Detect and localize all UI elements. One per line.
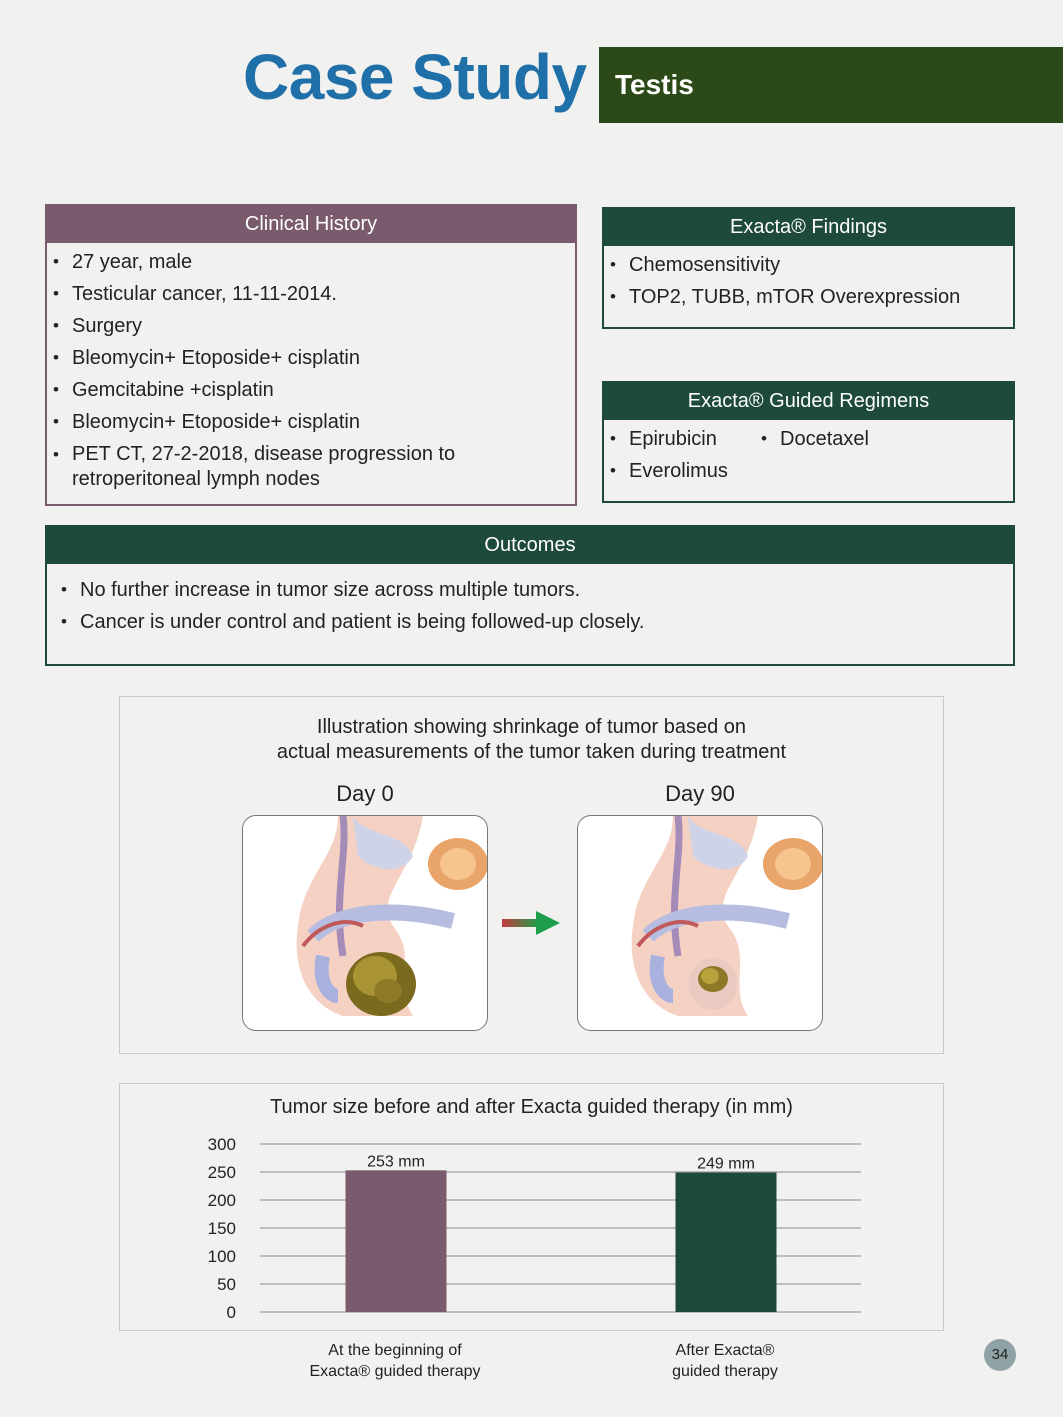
category-label-1 [605, 1340, 845, 1382]
y-tick-label: 300 [207, 1135, 236, 1154]
findings-list [604, 246, 1013, 313]
y-tick-label: 150 [207, 1219, 236, 1238]
category-label-line: At the beginning of [328, 1342, 462, 1359]
page-number: 34 [984, 1339, 1016, 1371]
list-item [47, 442, 575, 492]
list-item: • Gemcitabine +cisplatin [47, 374, 575, 406]
list-item: • Cancer is under control and patient is being followed-up closely. [55, 606, 1013, 638]
page-title: Case Study [243, 41, 587, 113]
list-item: • Docetaxel [755, 423, 869, 455]
y-tick-label: 0 [226, 1303, 236, 1322]
chart-title: Tumor size before and after Exacta guided therapy (in mm) [270, 1096, 793, 1118]
list-item: • No further increase in tumor size across multiple tumors. [55, 574, 1013, 606]
clinical-history-box [45, 204, 577, 506]
data-label: 249 mm [697, 1155, 755, 1173]
findings-heading: Exacta® Findings [604, 209, 1013, 246]
bar [676, 1173, 777, 1312]
list-item-line: retroperitoneal lymph nodes [72, 468, 320, 490]
list-item: • Bleomycin+ Etoposide+ cisplatin [47, 406, 575, 438]
category-label-line: After Exacta® [675, 1342, 775, 1359]
list-item: • Epirubicin [604, 423, 1013, 455]
title-band [599, 47, 1063, 123]
clinical-history-list [47, 243, 575, 492]
anatomy-day0-image [242, 815, 488, 1031]
day90-label: Day 90 [665, 781, 735, 806]
illustration-panel [119, 696, 944, 1054]
list-item: • Bleomycin+ Etoposide+ cisplatin [47, 342, 575, 374]
category-label-line: guided therapy [672, 1363, 778, 1380]
regimens-heading: Exacta® Guided Regimens [604, 383, 1013, 420]
category-label-line: Exacta® guided therapy [309, 1363, 481, 1380]
arrow-right-icon [502, 909, 562, 937]
page-subtitle: Testis [615, 69, 694, 100]
chart-panel [119, 1083, 944, 1331]
bar-chart [120, 1084, 945, 1332]
list-item: • 27 year, male [47, 246, 575, 278]
category-label-0 [275, 1340, 515, 1382]
illustration-caption [120, 715, 943, 765]
outcomes-box [45, 525, 1015, 666]
list-item: • Everolimus [604, 455, 1013, 487]
y-tick-label: 50 [217, 1275, 236, 1294]
outcomes-heading: Outcomes [47, 527, 1013, 564]
anatomy-day90-image [577, 815, 823, 1031]
bar [346, 1170, 447, 1312]
list-item: • TOP2, TUBB, mTOR Overexpression [604, 281, 1013, 313]
clinical-history-heading: Clinical History [47, 206, 575, 243]
caption-line: Illustration showing shrinkage of tumor based on [316, 716, 747, 738]
regimens-box [602, 381, 1015, 503]
regimens-list-col2 [755, 423, 869, 455]
outcomes-list [47, 564, 1013, 638]
y-tick-label: 250 [207, 1163, 236, 1182]
list-item: • Chemosensitivity [604, 249, 1013, 281]
list-item: • Testicular cancer, 11-11-2014. [47, 278, 575, 310]
day0-label: Day 0 [336, 781, 394, 806]
list-item-line: PET CT, 27-2-2018, disease progression to [72, 443, 456, 465]
caption-line: actual measurements of the tumor taken during treatment [276, 741, 787, 763]
list-item: • Surgery [47, 310, 575, 342]
data-label: 253 mm [367, 1153, 425, 1171]
y-tick-label: 100 [207, 1247, 236, 1266]
findings-box [602, 207, 1015, 329]
y-tick-label: 200 [207, 1191, 236, 1210]
